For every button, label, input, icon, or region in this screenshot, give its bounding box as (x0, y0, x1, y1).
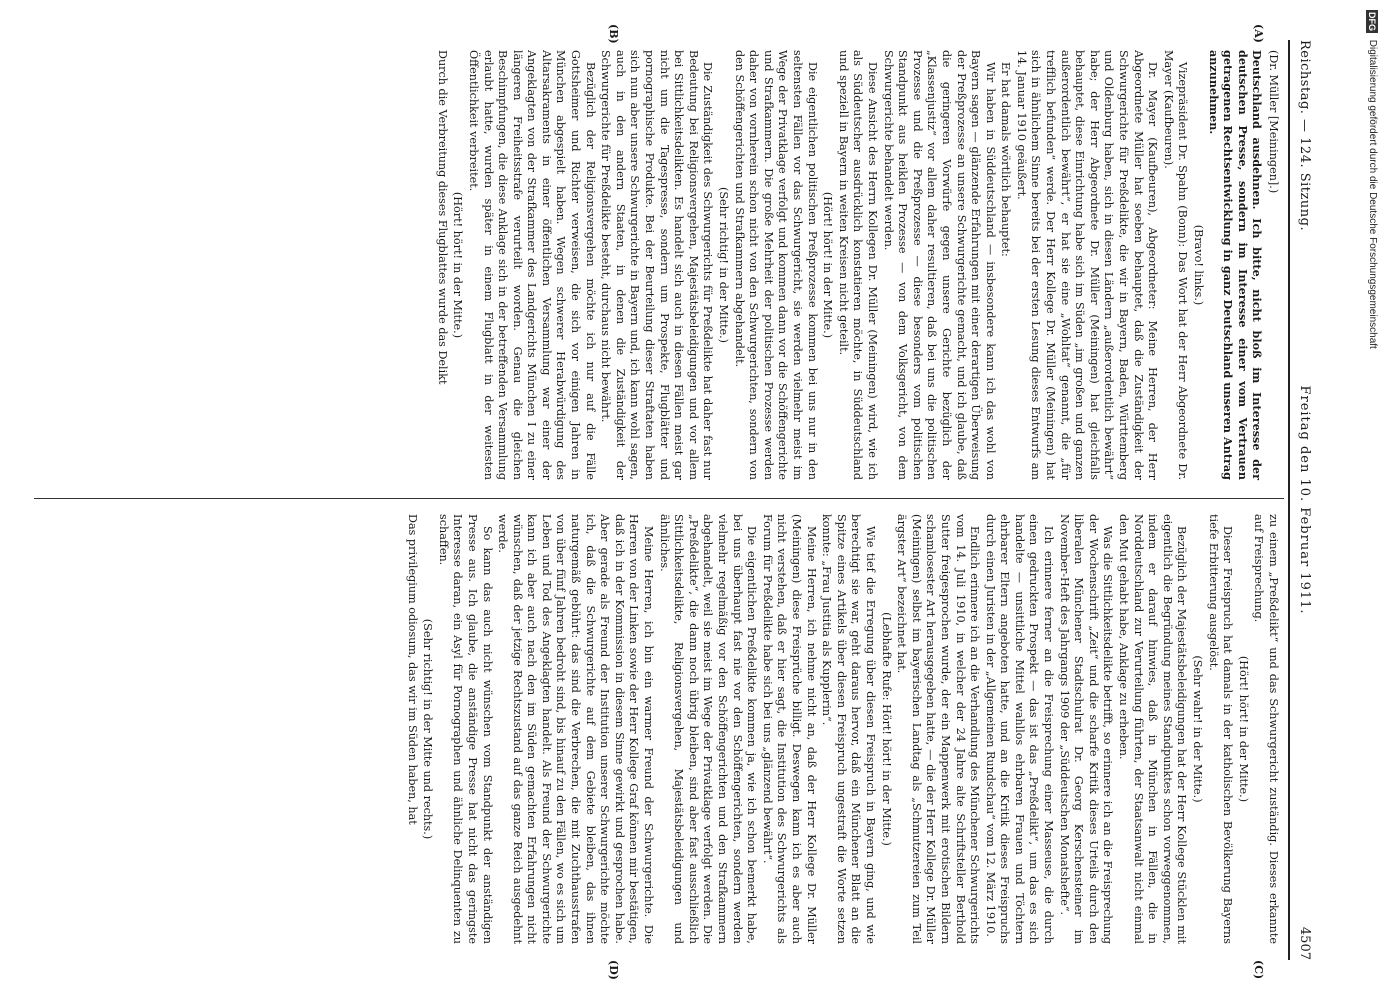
paragraph: Die eigentlichen politischen Preßprozesse kommen bei uns nur in den seltensten Fällen vor das Schwurgericht, sie werden vielmehr meist im Wege der Privatklage verfolgt und kommen dann vor die Schöffengerichte und Strafkammern. Die große Mehrheit der politischen Prozesse werden daher von vornherein schon nicht von den Schwurgerichten, sondern von den Schöffengerichten und Strafkammern abgehandelt. (732, 50, 819, 480)
paragraph: Dr. Mayer (Kaufbeuren), Abgeordneter: Meine Herren, der Herr Abgeordnete Müller hat soeben behauptet, daß die Zuständigkeit der Schwurgerichte für Preßdelikte, die wir in Bayern, Baden, Württemberg und Oldenburg haben, sich in diesen Ländern „außerordentlich bewährt“ habe; der Herr Abgeordnete Dr. Müller (Meiningen) hat gleichfalls behauptet, diese Einrichtung habe sich im Süden „im großen und ganzen außerordentlich bewährt“, er hat sie eine „Wohltat“ genannt, die „für trefflich befunden“ werde. Der Herr Kollege Dr. Müller (Meiningen) hat sich in ähnlichem Sinne bereits bei der ersten Lesung dieses Entwurfs am 14. Januar 1910 geäußert. (1014, 50, 1160, 480)
paragraph: Er hat damals wörtlich behauptet: (999, 62, 1013, 257)
interjection: (Hört! hört! in der Mitte.) (1236, 655, 1250, 803)
dfg-credit-text: Digitalisierung gefördert durch die Deutsche Forschungsgemeinschaft (1367, 39, 1378, 349)
paragraph: Was die Sittlichkeitsdelikte betrifft, so erinnere ich an die Freisprechung der Wochenschrift „Zeit“ und die scharfe Kritik dieses Urteils durch den liberalen Münchener Stadtschulrat Dr. Georg Kerschensteiner im November-Heft des Jahrgangs 1909 der „Süddeutschen Monatshefte“. (1057, 514, 1115, 944)
paragraph: Dieser Freispruch hat damals in der katholischen Bevölkerung Bayerns tiefe Erbitterung ausgelöst. (1206, 514, 1235, 944)
margin-marker-c: (C) (1252, 960, 1265, 980)
interjection: (Hört! hört! in der Mitte.) (451, 191, 465, 339)
interjection: (Bravo! links.) (1192, 224, 1206, 306)
paragraph: Bezüglich der Religionsvergehen möchte ich nur auf die Fälle Gottsheimer und Richter verweisen, die sich vor einigen Jahren in München abgespielt haben. Wegen schwerer Herabwürdigung des Altarsakraments in einer öffentlichen Versammlung war einer der Angeklagten von der Strafkammer des Landgerichts München I zu einer längeren Freiheitsstrafe verurteilt worden. Genau die gleichen Beschimpfungen, die diese Anklage sich in der betreffenden Versammlung erlaubt hatte, wurden später in einem Flugblatt in der weitesten Öffentlichkeit verbreitet. (466, 50, 597, 480)
paragraph: Bezüglich der Majestätsbeleidigungen hat der Herr Kollege Stücklen mit eigentlich die Begründung meines Standpunktes schon vorweggenommen, indem er darauf hinwies, daß in München in Fällen, die in Norddeutschland zur Verurteilung führten, der Staatsanwalt nicht einmal den Mut gehabt habe, Anklage zu erheben. (1117, 514, 1189, 944)
header-rule (1288, 40, 1290, 960)
dfg-logo: DFG (1367, 12, 1377, 31)
paragraph: Wir haben in Süddeutschland — insbesondere kann ich das wohl von Bayern sagen — glänzende Erfahrungen mit einer derartigen Überweisung der Preßprozesse an unsere Schwurgerichte gemacht, und ich glaube, daß die geringeren Vorwürfe gegen unsere Gerichte bezüglich der „Klassenjustiz“ vor allem daher resultieren, daß bei uns die politischen Prozesse und die Preßprozesse — diese besonders vom politischen Standpunkt aus heiklen Prozesse — von dem Volksgericht, von dem Schwurgerichte behandelt werden. (881, 50, 997, 480)
scanned-page (20, 20, 1320, 980)
paragraph: Deutschland ausdehnen. Ich bitte, nicht bloß im Interesse der deutschen Presse, sondern im Interesse einer vom Vertrauen getragenen Rechtsentwicklung in ganz Deutschland unseren Antrag anzunehmen. (1206, 50, 1265, 480)
dfg-credit (1366, 10, 1378, 349)
dfg-strip (1361, 0, 1383, 1000)
page-header (1290, 40, 1312, 960)
paragraph: Endlich erinnere ich an die Verhandlung des Münchener Schwurgerichts vom 14. Juli 1910, in welcher der 24 Jahre alte Schriftsteller Berthold Sutter freigesprochen wurde, der ein Mappenwerk mit erotischen Bildern schamlosester Art herausgegeben hatte, — die der Herr Kollege Dr. Müller (Meiningen) selbst im bayerischen Landtag als „Schmutzereien zum Teil ärgster Art“ bezeichnet hat. (895, 514, 982, 944)
interjection: (Lebhafte Rufe: Hört! hört! in der Mitte.) (879, 612, 893, 846)
paragraph: Meine Herren, ich bin ein warmer Freund der Schwurgerichte. Die Herren von der Linken sowie der Herr Kollege Graf können mir bestätigen, daß ich in der Kommission in diesem Sinne gewirkt und gesprochen habe. Aber gerade als Freund der Institution unserer Schwurgerichte möchte ich, daß die Schwurgerichte auf dem Gebiete bleiben, das ihnen naturgemäß gebührt: das sind die Verbrechen, die mit Zuchthausstrafen von über fünf Jahren bedroht sind, bis hinauf zu den Fällen, wo es sich um Leben und Tod des Angeklagten handelt. Als Freund der Schwurgerichte kann ich aber auch nach den im Süden gemachten Erfahrungen nicht wünschen, daß der jetzige Rechtszustand auf das ganze Reich ausgedehnt werde. (496, 514, 656, 944)
paragraph: Wie tief die Erregung über diesen Freispruch in Bayern ging, und wie berechtigt sie war, geht daraus hervor, daß ein Münchener Blatt an die Spitze eines Artikels über diesen Freispruch ungestraft die Worte setzen konnte: „Frau Justitia als Kupplerin“. (820, 514, 877, 944)
paragraph: Die eigentlichen Preßdelikte kommen ja, wie ich schon bemerkt habe, bei uns überhaupt fast nie vor den Schöffengerichten, sondern werden vielmehr regelmäßig vor den Schöffengerichten und den Strafkammern abgehandelt, weil sie meist im Wege der Privatklage verfolgt werden. Die „Preßdelikte“, die dann noch übrig bleiben, sind aber fast ausschließlich Sittlichkeitsdelikte, Religionsvergehen, Majestätsbeleidigungen und ähnliches. (657, 514, 759, 944)
margin-marker-a: (A) (1252, 24, 1265, 43)
paragraph: Vizepräsident Dr. Spahn (Bonn): Das Wort hat der Herr Abgeordnete Dr. Mayer (Kaufbeuren). (1161, 50, 1190, 480)
paragraph: Diese Ansicht des Herrn Kollegen Dr. Müller (Meiningen) wird, wie ich als Süddeutscher ausdrücklich konstatieren möchte, in Süddeutschland und speziell in Bayern in weiten Kreisen nicht geteilt. (836, 50, 879, 480)
paragraph: Durch die Verbreitung dieses Flugblattes wurde das Delikt (435, 50, 449, 385)
left-column (433, 50, 1280, 480)
paragraph: Meine Herren, ich nehme nicht an, daß der Herr Kollege Dr. Müller (Meiningen) diese Freisprüche billigt. Deswegen kann ich es aber auch nicht verstehen, daß er hier sagt, die Institution des Schwurgerichts als Forum für Preßdelikte habe sich bei uns „glänzend bewährt“. (760, 514, 818, 944)
header-left: Reichstag. — 124. Sitzung. (1297, 40, 1312, 232)
interjection: (Sehr richtig! in der Mitte und rechts.) (421, 618, 435, 840)
paragraph: Die Zuständigkeit des Schwurgerichts für Preßdelikte hat daher fast nur Bedeutung bei Religionsvergehen, Majestätsbeleidigungen und vor allem bei Sittlichkeitsdelikten. Es handelt sich auch in diesen Fällen meist gar nicht um die Tagespresse, sondern um Prospekte, Flugblätter und pornographische Produkte. Bei der Beurteilung dieser Straftaten haben sich nun aber unsere Schwurgerichte in Bayern und, ich kann wohl sagen, auch in den andern Staaten, in denen die Zuständigkeit der Schwurgerichte für Preßdelikte besteht, durchaus nicht bewährt. (599, 50, 715, 480)
paragraph: Ich erinnere ferner an die Freisprechung einer Masseuse, die durch einen gedruckten Prospekt — das ist das „Preßdelikt“, um das es sich handelte — unsittliche Mittel wahllos ehrbaren Frauen und Töchtern ehrbarer Eltern angeboten hatte, und an die Kritik dieses Freispruchs durch einen Juristen in der „Allgemeinen Rundschau“ vom 12. März 1910. (983, 514, 1056, 944)
interjection: (Sehr wahr! in der Mitte.) (1191, 655, 1205, 803)
interjection: (Sehr richtig! in der Mitte.) (717, 186, 731, 344)
page-number: 4507 (1297, 926, 1312, 960)
margin-marker-b: (B) (607, 24, 620, 44)
margin-marker-d: (D) (607, 960, 620, 980)
header-center: Freitag den 10. Februar 1911. (1297, 385, 1312, 615)
paragraph: zu einem „Preßdelikt“ und das Schwurgericht zuständig. Dieses erkannte auf Freisprechung. (1252, 514, 1280, 944)
paragraph: So kann das auch nicht wünschen vom Standpunkt der anständigen Presse aus. Ich glaube, die anständige Presse hat nicht das geringste Interesse daran, ein Asyl für Pornographen und ähnliche Delinquenten zu schaffen. (436, 514, 494, 944)
paragraph: (Dr. Müller [Meiningen].) (1267, 50, 1280, 194)
interjection: (Hört! hört! in der Mitte.) (821, 191, 835, 339)
right-column (403, 514, 1280, 944)
column-divider (34, 498, 1284, 499)
paragraph: Das privilegium odiosum, das wir im Süden haben, hat (405, 514, 419, 825)
